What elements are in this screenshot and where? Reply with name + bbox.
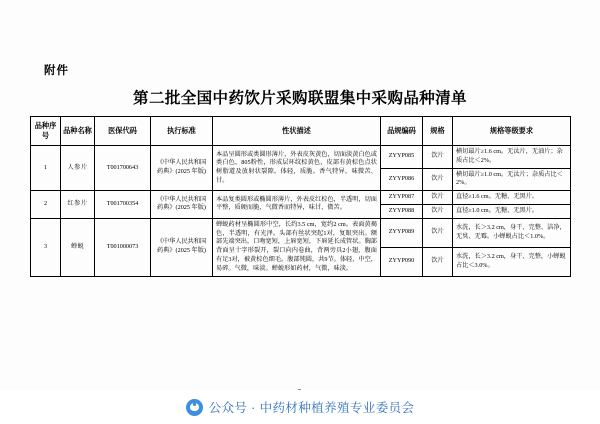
header-description: 性状描述 [213, 117, 381, 146]
cell-description: 蝉蜕药材呈椭圆形中空，长约3.5 cm，宽约2 cm。表面黄褐色，半透明，有光泽。头部有丝状突起1对，复眼突出。额部先端突出，口吻宽短，上唇宽短，下唇延长成管状。胸部背面呈十字形裂开，裂口向内卷曲，背两旁具2小翅，腹面有足3对，被黄棕色细毛。腹部钝圆，共9节。体轻，中空，易碎。气微，味淡。蝉蜕形如药材，气微，味淡。 [213, 218, 381, 276]
cell-grade: 直径≥1.6 cm。无糖、无黑片。 [453, 191, 571, 205]
cell-name: 人参片 [61, 146, 95, 191]
cell-pin-code: ZYYP087 [381, 191, 423, 205]
cell-pin-code: ZYYP088 [381, 204, 423, 218]
header-seq: 品种序号 [31, 117, 61, 146]
watermark-bar [0, 390, 600, 424]
variety-list-table [30, 116, 571, 277]
watermark-text: 公众号 · 中药材种植养殖专业委员会 [208, 401, 415, 415]
cell-name: 蝉蜕 [61, 218, 95, 276]
cell-code: T001000073 [95, 218, 151, 276]
cell-description: 本品呈圆形或类圆形薄片，外表皮灰黄色，切面淡黄白色或类白色，805粉性，形成层环纹棕黄色，皮部有黄棕色点状树脂道及放射状裂隙。体轻，质脆。香气特异，味微苦、甘。 [213, 146, 381, 191]
cell-code: T001700643 [95, 146, 151, 191]
wechat-logo-icon [186, 399, 203, 416]
cell-spec: 饮片 [423, 146, 453, 169]
cell-standard: 《中华人民共和国药典》(2025 年版) [151, 146, 213, 191]
header-standard: 执行标准 [151, 117, 213, 146]
cell-grade: 水洗，长＞3.2 cm，身干、完整、洁净，无臭、无霉。小蝉蜕占比＜1.0%。 [453, 218, 571, 247]
cell-grade: 直径≥1.0 cm。无糖、无黑片。 [453, 204, 571, 218]
cell-seq: 2 [31, 191, 61, 219]
cell-standard: 《中华人民共和国药典》(2025 年版) [151, 218, 213, 276]
cell-spec: 饮片 [423, 204, 453, 218]
cell-pin-code: ZYYP086 [381, 168, 423, 191]
attachment-label: 附件 [44, 65, 69, 77]
cell-seq: 3 [31, 218, 61, 276]
cell-pin-code: ZYYP085 [381, 146, 423, 169]
table-row [31, 191, 571, 205]
cell-grade: 水洗，长＞3.2 cm，身干、完整，小蝉蜕占比＜3.0%。 [453, 247, 571, 276]
table-row [31, 146, 571, 169]
header-grade: 规格等级要求 [453, 117, 571, 146]
cell-standard: 《中华人民共和国药典》(2025 年版) [151, 191, 213, 219]
cell-spec: 饮片 [423, 247, 453, 276]
cell-seq: 1 [31, 146, 61, 191]
cell-spec: 饮片 [423, 218, 453, 247]
page-title: 第二批全国中药饮片采购联盟集中采购品种清单 [133, 90, 467, 107]
header-name: 品种名称 [61, 117, 95, 146]
table-header-row [31, 117, 571, 146]
cell-pin-code: ZYYP090 [381, 247, 423, 276]
cell-code: T001700354 [95, 191, 151, 219]
header-code: 医保代码 [95, 117, 151, 146]
cell-grade: 横切最片≥1.6 cm。无汰片，无油片；杂质占比＜2%。 [453, 146, 571, 169]
cell-grade: 横切最片≥1.0 cm。无汰片；杂质占比＜2%。 [453, 168, 571, 191]
table-row [31, 218, 571, 247]
cell-spec: 饮片 [423, 168, 453, 191]
cell-description: 本品复类圆形或椭圆形薄片，外表皮红棕色，半透明，切面平整，质硬而脆，气微香而特异，味甘、微苦。 [213, 191, 381, 219]
header-pin-code: 品规编码 [381, 117, 423, 146]
cell-spec: 饮片 [423, 191, 453, 205]
cell-name: 红参片 [61, 191, 95, 219]
header-spec: 规格 [423, 117, 453, 146]
cell-pin-code: ZYYP089 [381, 218, 423, 247]
